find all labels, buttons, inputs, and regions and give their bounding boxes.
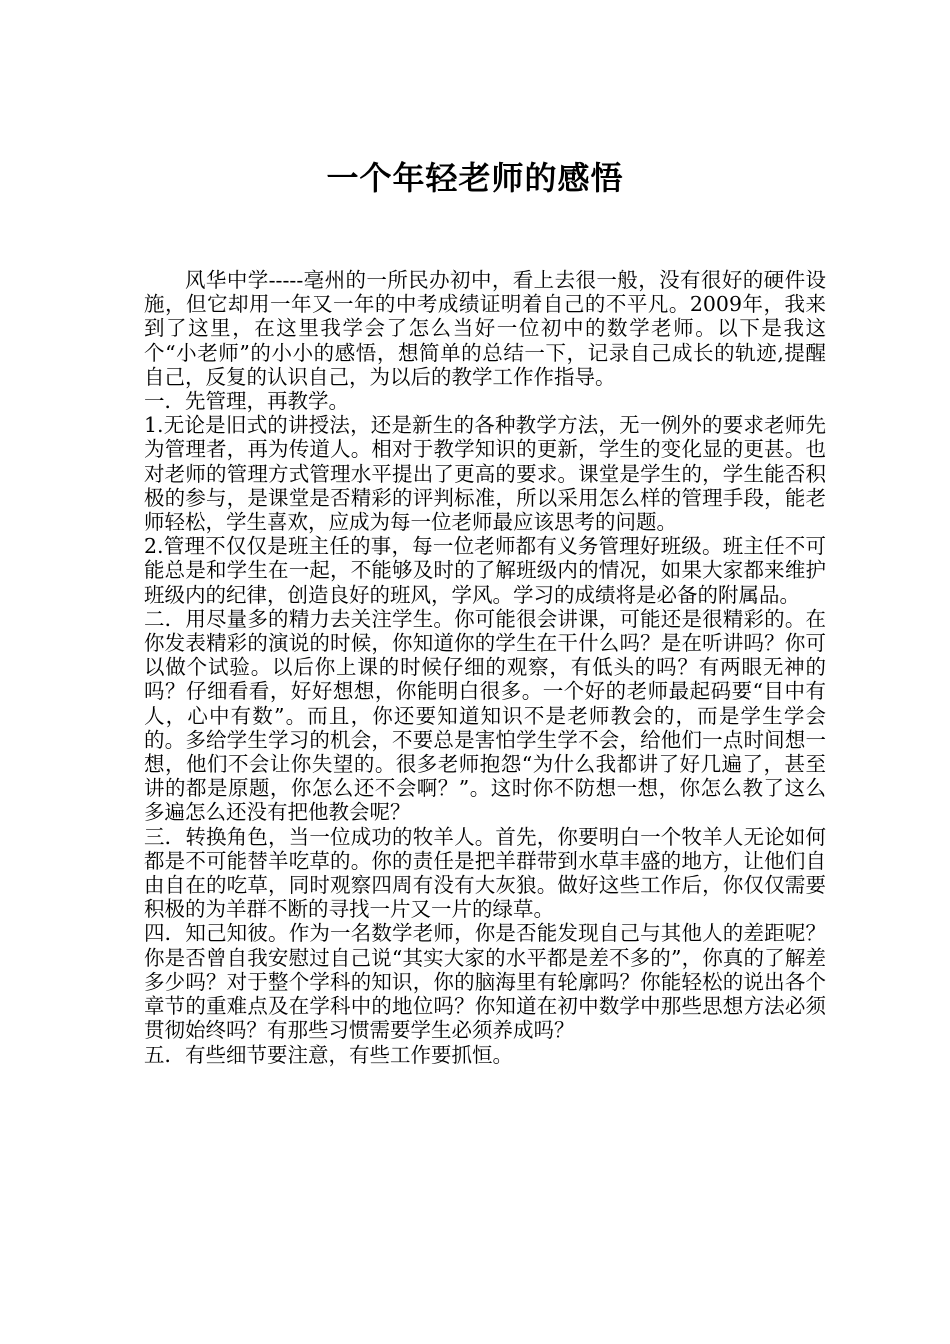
paragraph-1-1: 1.无论是旧式的讲授法，还是新生的各种教学方法，无一例外的要求老师先为管理者，再为传道人。相对于教学知识的更新，学生的变化显的更甚。也对老师的管理方式管理水平提出了更高的要求。课堂是学生的，学生能否积极的参与，是课堂是否精彩的评判标准，所以采用怎么样的管理手段，能老师轻松，学生喜欢，应成为每一位老师最应该思考的问题。 [144,413,826,535]
section-heading-1: 一．先管理，再教学。 [144,389,349,414]
section-3: 三．转换角色，当一位成功的牧羊人。首先，你要明白一个牧羊人无论如何都是不可能替羊吃草的。你的责任是把羊群带到水草丰盛的地方，让他们自由自在的吃草，同时观察四周有没有大灰狼。做好这些工作后，你仅仅需要积极的为羊群不断的寻找一片又一片的绿草。 [144,824,826,922]
section-2: 二．用尽量多的精力去关注学生。你可能很会讲课，可能还是很精彩的。在你发表精彩的演说的时候，你知道你的学生在干什么吗？是在听讲吗？你可以做个试验。以后你上课的时候仔细的观察，有低头的吗？有两眼无神的吗？仔细看看，好好想想，你能明白很多。一个好的老师最起码要“目中有人，心中有数”。而且，你还要知道知识不是老师教会的，而是学生学会的。多给学生学习的机会，不要总是害怕学生学不会，给他们一点时间想一想，他们不会让你失望的。很多老师抱怨“为什么我都讲了好几遍了，甚至讲的都是原题，你怎么还不会啊？”。这时你不防想一想，你怎么教了这么多遍怎么还没有把他教会呢？ [144,606,826,825]
paragraph-intro: 风华中学-----亳州的一所民办初中，看上去很一般，没有很好的硬件设施，但它却用一年又一年的中考成绩证明着自己的不平凡。2009年，我来到了这里，在这里我学会了怎么当好一位初中的数学老师。以下是我这个“小老师”的小小的感悟，想简单的总结一下，记录自己成长的轨迹,提醒自己，反复的认识自己，为以后的教学工作作指导。 [144,268,826,389]
section-5: 五．有些细节要注意，有些工作要抓恒。 [144,1042,513,1067]
document-body [144,268,826,1067]
section-4: 四．知己知彼。作为一名数学老师，你是否能发现自己与其他人的差距呢？你是否曾自我安慰过自己说“其实大家的水平都是差不多的”，你真的了解差多少吗？对于整个学科的知识，你的脑海里有轮廓吗？你能轻松的说出各个章节的重难点及在学科中的地位吗？你知道在初中数学中那些思想方法必须贯彻始终吗？有那些习惯需要学生必须养成吗？ [144,921,826,1043]
paragraph-1-2: 2.管理不仅仅是班主任的事，每一位老师都有义务管理好班级。班主任不可能总是和学生在一起，不能够及时的了解班级内的情况，如果大家都来维护班级内的纪律，创造良好的班风，学风。学习的成绩将是必备的附属品。 [144,534,826,607]
document-title: 一个年轻老师的感悟 [326,159,624,197]
